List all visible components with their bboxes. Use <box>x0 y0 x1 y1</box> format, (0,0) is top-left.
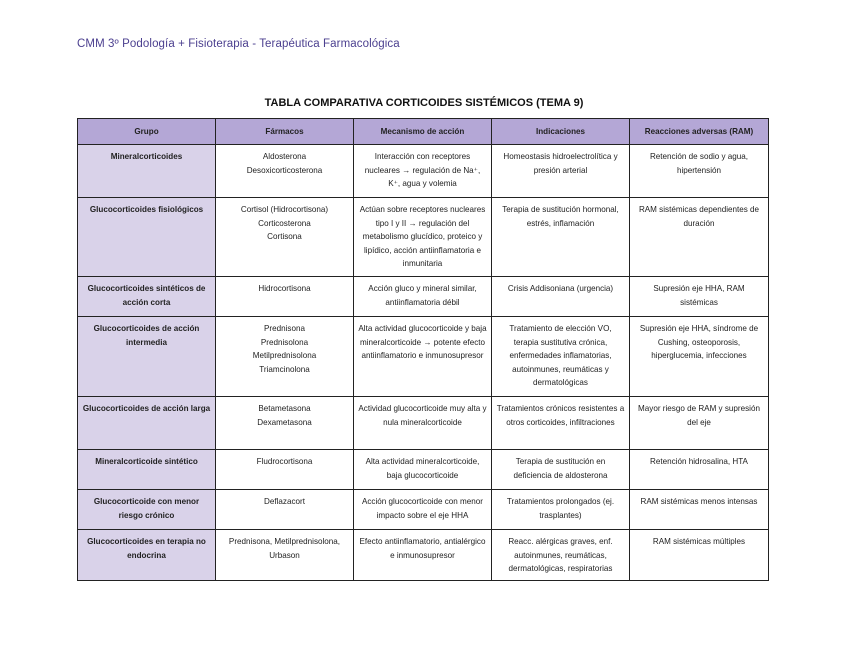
adverse-reactions-cell: Mayor riesgo de RAM y supresión del eje <box>630 397 769 450</box>
adverse-reactions-cell: Supresión eje HHA, RAM sistémicas <box>630 277 769 317</box>
column-header-group: Grupo <box>78 119 216 145</box>
adverse-reactions-cell: Supresión eje HHA, síndrome de Cushing, osteoporosis, hiperglucemia, infecciones <box>630 317 769 397</box>
drugs-cell <box>216 490 354 530</box>
table-title: TABLA COMPARATIVA CORTICOIDES SISTÉMICOS (TEMA 9) <box>264 97 584 109</box>
mechanism-cell: Acción glucocorticoide con menor impacto sobre el eje HHA <box>354 490 492 530</box>
drug-name: Hidrocortisona <box>258 284 311 293</box>
table-row <box>78 397 769 450</box>
table-header-row <box>78 119 769 145</box>
drug-name: Cortisol (Hidrocortisona) <box>240 205 329 214</box>
indications-cell: Homeostasis hidroelectrolítica y presión arterial <box>492 145 630 198</box>
mechanism-cell: Efecto antiinflamatorio, antialérgico e inmunosupresor <box>354 530 492 581</box>
mechanism-cell: Alta actividad glucocorticoide y baja mineralcorticoide → potente efecto antiinflamatorio e inmunosupresor <box>354 317 492 397</box>
drug-name: Fludrocortisona <box>256 457 313 466</box>
adverse-reactions-cell: Retención de sodio y agua, hipertensión <box>630 145 769 198</box>
table-row <box>78 450 769 490</box>
drug-name: Prednisona, Metilprednisolona, Urbason <box>228 537 341 560</box>
document-header: CMM 3º Podología + Fisioterapia - Terapéutica Farmacológica <box>77 38 400 50</box>
adverse-reactions-cell: RAM sistémicas menos intensas <box>630 490 769 530</box>
table-row <box>78 490 769 530</box>
drug-name: Dexametasona <box>257 417 312 427</box>
table-row <box>78 198 769 277</box>
indications-cell: Tratamientos prolongados (ej. trasplantes) <box>492 490 630 530</box>
drugs-cell <box>216 198 354 277</box>
indications-cell: Tratamientos crónicos resistentes a otros corticoides, infiltraciones <box>492 397 630 450</box>
indications-cell: Tratamiento de elección VO, terapia sustitutiva crónica, enfermedades inflamatorias, autoinmunes, reumáticas y dermatológicas <box>492 317 630 397</box>
column-header-adverse-reactions: Reacciones adversas (RAM) <box>630 119 769 145</box>
mechanism-cell: Actúan sobre receptores nucleares tipo I y II → regulación del metabolismo glucídico, proteico y lipídico, acción antiinflamatoria e inmunitaria <box>354 198 492 277</box>
table-row <box>78 145 769 198</box>
mechanism-cell: Actividad glucocorticoide muy alta y nula mineralcorticoide <box>354 397 492 450</box>
drugs-cell <box>216 277 354 317</box>
drugs-cell <box>216 317 354 397</box>
adverse-reactions-cell: RAM sistémicas múltiples <box>630 530 769 581</box>
indications-cell: Reacc. alérgicas graves, enf. autoinmunes, reumáticas, dermatológicas, respiratorias <box>492 530 630 581</box>
mechanism-cell: Alta actividad mineralcorticoide, baja glucocorticoide <box>354 450 492 490</box>
table-row <box>78 317 769 397</box>
drug-name: Metilprednisolona <box>252 351 317 360</box>
adverse-reactions-cell: Retención hidrosalina, HTA <box>630 450 769 490</box>
group-cell: Glucocorticoides fisiológicos <box>78 198 216 277</box>
table-row <box>78 530 769 581</box>
group-cell: Mineralcorticoides <box>78 145 216 198</box>
drug-name: Aldosterona <box>262 152 307 161</box>
drugs-cell <box>216 145 354 198</box>
column-header-indications: Indicaciones <box>492 119 630 145</box>
corticoid-comparison-table <box>77 118 769 581</box>
column-header-mechanism: Mecanismo de acción <box>354 119 492 145</box>
drug-name: Corticosterona <box>258 218 311 228</box>
drugs-cell <box>216 397 354 450</box>
drug-name: Triamcinolona <box>259 364 310 374</box>
drug-name: Prednisolona <box>260 337 309 347</box>
drug-name: Prednisona <box>264 324 305 333</box>
group-cell: Glucocorticoides de acción larga <box>78 397 216 450</box>
indications-cell: Terapia de sustitución hormonal, estrés, inflamación <box>492 198 630 277</box>
indications-cell: Crisis Addisoniana (urgencia) <box>492 277 630 317</box>
group-cell: Glucocorticoides sintéticos de acción corta <box>78 277 216 317</box>
group-cell: Glucocorticoides de acción intermedia <box>78 317 216 397</box>
mechanism-cell: Acción gluco y mineral similar, antiinflamatoria débil <box>354 277 492 317</box>
group-cell: Mineralcorticoide sintético <box>78 450 216 490</box>
mechanism-cell: Interacción con receptores nucleares → regulación de Na⁺, K⁺, agua y volemia <box>354 145 492 198</box>
column-header-drugs: Fármacos <box>216 119 354 145</box>
drug-name: Cortisona <box>267 232 302 241</box>
table-row <box>78 277 769 317</box>
drug-name: Deflazacort <box>264 497 305 506</box>
adverse-reactions-cell: RAM sistémicas dependientes de duración <box>630 198 769 277</box>
drug-name: Betametasona <box>258 404 311 413</box>
drugs-cell <box>216 450 354 490</box>
group-cell: Glucocorticoide con menor riesgo crónico <box>78 490 216 530</box>
drug-name: Desoxicorticosterona <box>246 165 323 175</box>
indications-cell: Terapia de sustitución en deficiencia de aldosterona <box>492 450 630 490</box>
group-cell: Glucocorticoides en terapia no endocrina <box>78 530 216 581</box>
drugs-cell <box>216 530 354 581</box>
